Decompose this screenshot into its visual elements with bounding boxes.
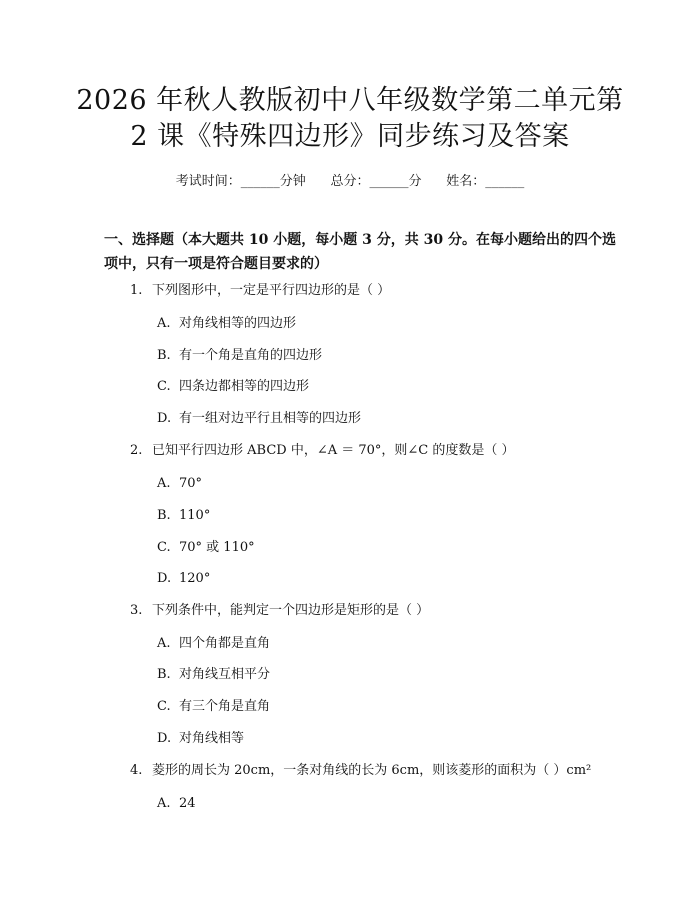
option-text: 对角线相等的四边形 (179, 316, 297, 331)
option-letter: D. (157, 571, 172, 586)
option-letter: C. (157, 540, 171, 555)
option-text: 四个角都是直角 (179, 636, 271, 651)
question-3-option-b (157, 665, 270, 685)
question-3-option-c (157, 697, 270, 717)
option-text: 120° (179, 571, 211, 586)
question-1-option-c (157, 377, 309, 397)
option-letter: D. (157, 731, 172, 746)
question-2-option-d (157, 569, 210, 589)
question-text: 下列条件中，能判定一个四边形是矩形的是（ ） (152, 603, 430, 618)
option-letter: B. (157, 667, 171, 682)
option-letter: A. (157, 316, 171, 331)
question-number: 4. (130, 763, 143, 778)
question-number: 1. (130, 283, 143, 298)
option-text: 70° 或 110° (179, 540, 255, 555)
option-text: 有一组对边平行且相等的四边形 (179, 411, 362, 426)
option-text: 24 (179, 796, 196, 811)
option-letter: D. (157, 411, 172, 426)
option-letter: A. (157, 636, 171, 651)
question-2-option-b (157, 506, 210, 526)
question-1-option-a (157, 314, 296, 334)
option-text: 70° (179, 476, 203, 491)
question-4-option-a (157, 794, 196, 814)
option-text: 有一个角是直角的四边形 (179, 348, 323, 363)
question-number: 3. (130, 603, 143, 618)
question-2-option-a (157, 474, 202, 494)
document-title-line-1: 2026 年秋人教版初中八年级数学第二单元第 (76, 85, 624, 116)
question-1-option-b (157, 346, 322, 366)
option-letter: C. (157, 699, 171, 714)
question-2 (130, 441, 515, 461)
question-number: 2. (130, 443, 143, 458)
question-3 (130, 601, 429, 621)
option-letter: A. (157, 796, 171, 811)
exam-info: 考试时间：______分钟 总分：______分 姓名：______ (175, 174, 525, 189)
option-letter: C. (157, 379, 171, 394)
question-text: 已知平行四边形 ABCD 中，∠A ＝ 70°，则∠C 的度数是（ ） (152, 443, 515, 458)
question-text: 下列图形中，一定是平行四边形的是（ ） (152, 283, 391, 298)
question-1-option-d (157, 409, 361, 429)
option-text: 四条边都相等的四边形 (179, 379, 310, 394)
section-heading-line-2: 项中，只有一项是符合题目要求的） (104, 256, 328, 272)
question-4 (130, 761, 591, 781)
document-title-line-2: 2 课《特殊四边形》同步练习及答案 (130, 121, 570, 152)
question-2-option-c (157, 538, 255, 558)
question-text: 菱形的周长为 20cm，一条对角线的长为 6cm，则该菱形的面积为（ ）cm² (152, 763, 592, 778)
option-text: 有三个角是直角 (179, 699, 271, 714)
question-3-option-a (157, 634, 270, 654)
option-letter: B. (157, 348, 171, 363)
option-letter: B. (157, 508, 171, 523)
option-text: 对角线相等 (179, 731, 245, 746)
section-heading-line-1: 一、选择题（本大题共 10 小题，每小题 3 分，共 30 分。在每小题给出的四个选 (104, 232, 616, 248)
option-letter: A. (157, 476, 171, 491)
question-1 (130, 281, 390, 301)
option-text: 对角线互相平分 (179, 667, 271, 682)
option-text: 110° (179, 508, 211, 523)
question-3-option-d (157, 729, 244, 749)
